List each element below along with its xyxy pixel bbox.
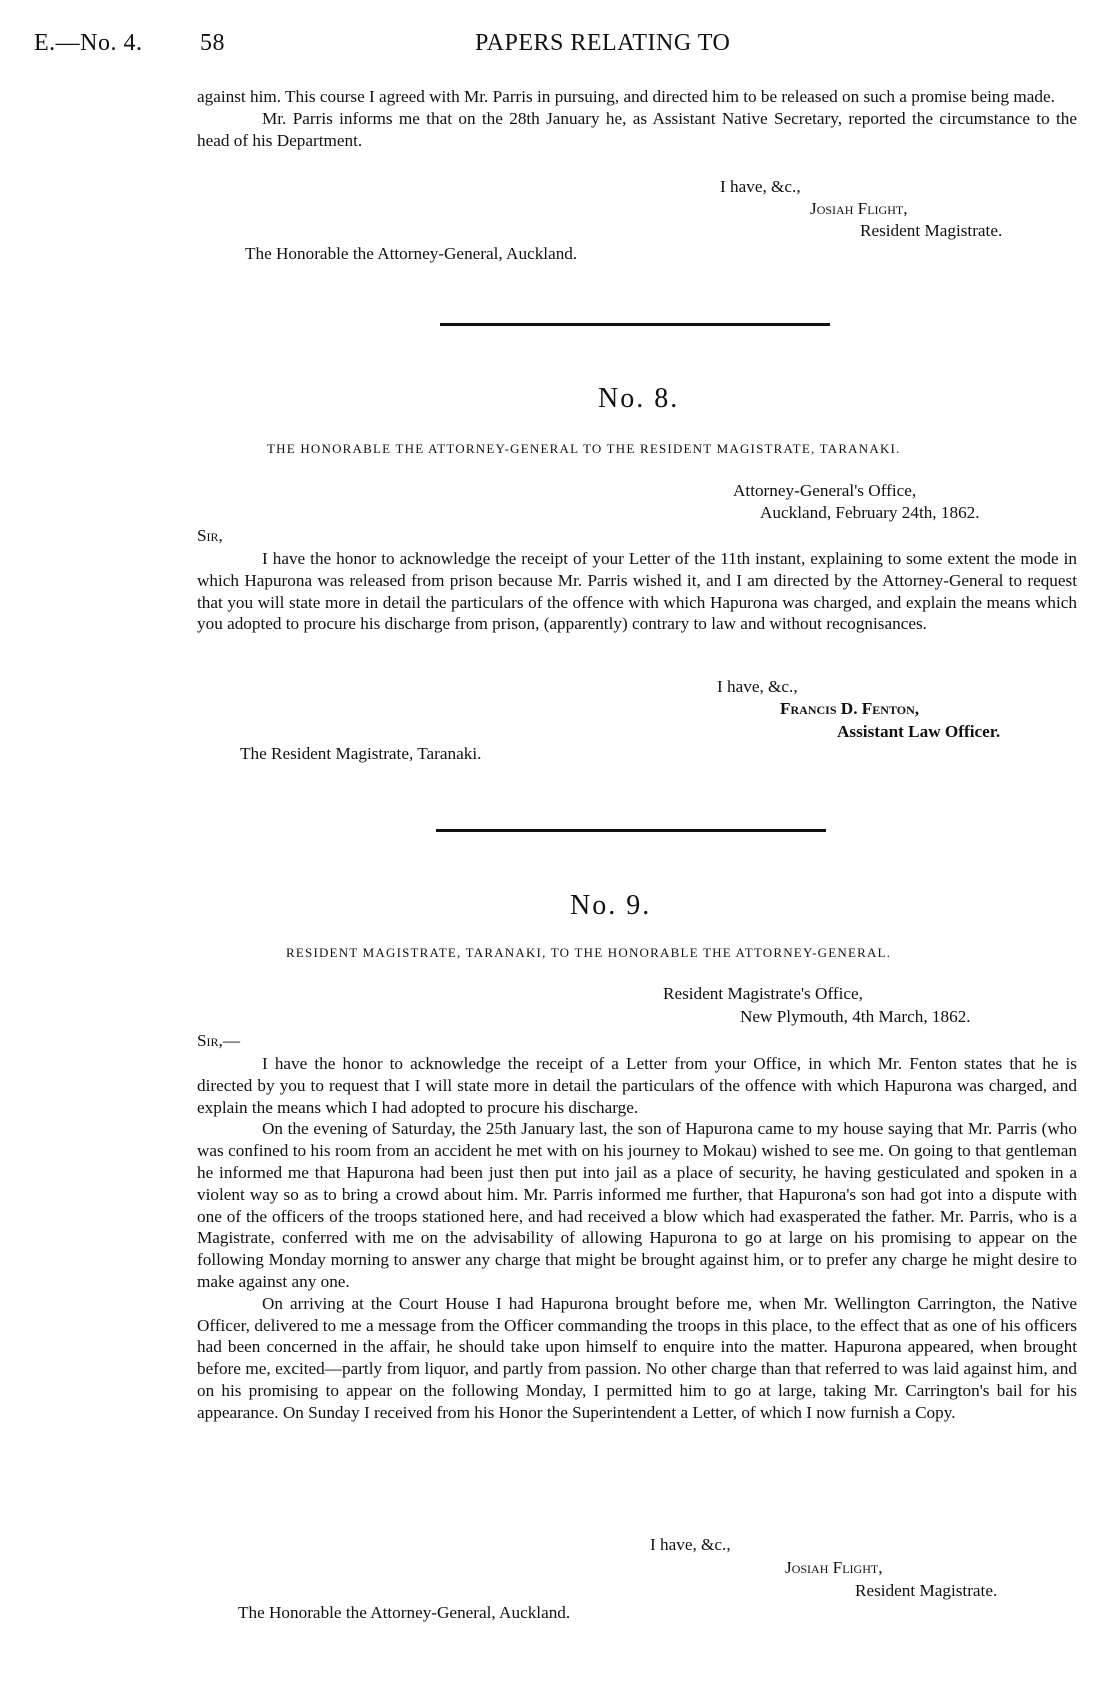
letter9-salutation: Sir,— [197, 1031, 241, 1050]
letter9-number: No. 9. [570, 890, 652, 921]
letter7-addressee: The Honorable the Attorney-General, Auckland. [245, 244, 578, 263]
letter9-addressee: The Honorable the Attorney-General, Auckland. [238, 1603, 571, 1622]
letter9-title: RESIDENT MAGISTRATE, TARANAKI, TO THE HONORABLE THE ATTORNEY-GENERAL. [286, 945, 892, 960]
letter9-paragraph-1: I have the honor to acknowledge the receipt of a Letter from your Office, in which Mr. Fenton states that he is directed by you to request that I will state more in detail the particulars of the offence with which Hapurona was charged, and explain the means which I had adopted to procure his discharge. [197, 1054, 1077, 1117]
letter8-paragraph-1: I have the honor to acknowledge the receipt of your Letter of the 11th instant, explaining to some extent the mode in which Hapurona was released from prison because Mr. Parris wished it, and I am directed by the Attorney-General to request that you will state more in detail the particulars of the offence with which Hapurona was charged, and explain the means which you adopted to procure his discharge from prison, (apparently) contrary to law and without recognisances. [197, 549, 1077, 634]
letter7-closing: I have, &c., [720, 177, 801, 196]
letter7-paragraph-1: against him. This course I agreed with Mr. Parris in pursuing, and directed him to be released on such a promise being made. [197, 87, 1055, 106]
letter8-addressee: The Resident Magistrate, Taranaki. [240, 744, 482, 763]
section-divider [436, 829, 826, 832]
letter8-title: THE HONORABLE THE ATTORNEY-GENERAL TO THE RESIDENT MAGISTRATE, TARANAKI. [267, 441, 901, 456]
letter7-paragraph-2: Mr. Parris informs me that on the 28th January he, as Assistant Native Secretary, reported the circumstance to the head of his Department. [197, 108, 1077, 150]
letter8-closing: I have, &c., [717, 677, 798, 696]
letter7-body [197, 86, 1077, 151]
letter8-salutation: Sir, [197, 526, 223, 545]
letter7-signature-title: Resident Magistrate. [860, 221, 1003, 240]
letter9-signature-title: Resident Magistrate. [855, 1581, 998, 1600]
letter7-signature-name: Josiah Flight, [810, 199, 908, 218]
letter9-closing: I have, &c., [650, 1535, 731, 1554]
running-title: PAPERS RELATING TO [475, 30, 731, 56]
letter8-signature-name: Francis D. Fenton, [780, 699, 920, 718]
letter9-address-line1: Resident Magistrate's Office, [663, 984, 863, 1003]
letter8-body [197, 548, 1077, 635]
letter8-number: No. 8. [598, 383, 680, 414]
letter8-address-line2: Auckland, February 24th, 1862. [760, 503, 980, 522]
letter8-signature-title: Assistant Law Officer. [837, 722, 1001, 741]
section-divider [440, 323, 830, 326]
document-reference: E.—No. 4. [34, 30, 143, 56]
letter9-paragraph-3: On arriving at the Court House I had Hapurona brought before me, when Mr. Wellington Carrington, the Native Officer, delivered to me a message from the Officer commanding the troops in this place, to the effect that as one of his officers had been concerned in the affair, he should take upon himself to enquire into the matter. Hapurona appeared, when brought before me, excited—partly from liquor, and partly from passion. No other charge than that referred to was laid against him, and on his promising to appear on the following Monday, I permitted him to go at large, taking Mr. Carrington's bail for his appearance. On Sunday I received from his Honor the Superintendent a Letter, of which I now furnish a Copy. [197, 1293, 1077, 1422]
letter8-address-line1: Attorney-General's Office, [733, 481, 917, 500]
page-number: 58 [200, 30, 225, 56]
letter9-signature-name: Josiah Flight, [785, 1558, 883, 1577]
letter9-paragraph-2: On the evening of Saturday, the 25th January last, the son of Hapurona came to my house saying that Mr. Parris (who was confined to his room from an accident he met with on his journey to Mokau) wished to see me. On going to that gentleman he informed me that Hapurona had been just then put into jail as a place of security, he having gesticulated and spoken in a violent way so as to bring a crowd about him. Mr. Parris informed me further, that Hapurona's son had got into a dispute with one of the officers of the troops stationed here, and had received a blow which had exasperated the father. Mr. Parris, who is a Magistrate, conferred with me on the advisability of allowing Hapurona to go at large on his promising to appear on the following Monday morning to answer any charge that might be brought against him, or to prefer any charge he might desire to make against any one. [197, 1119, 1077, 1291]
letter9-body [197, 1053, 1077, 1424]
letter9-address-line2: New Plymouth, 4th March, 1862. [740, 1007, 971, 1026]
